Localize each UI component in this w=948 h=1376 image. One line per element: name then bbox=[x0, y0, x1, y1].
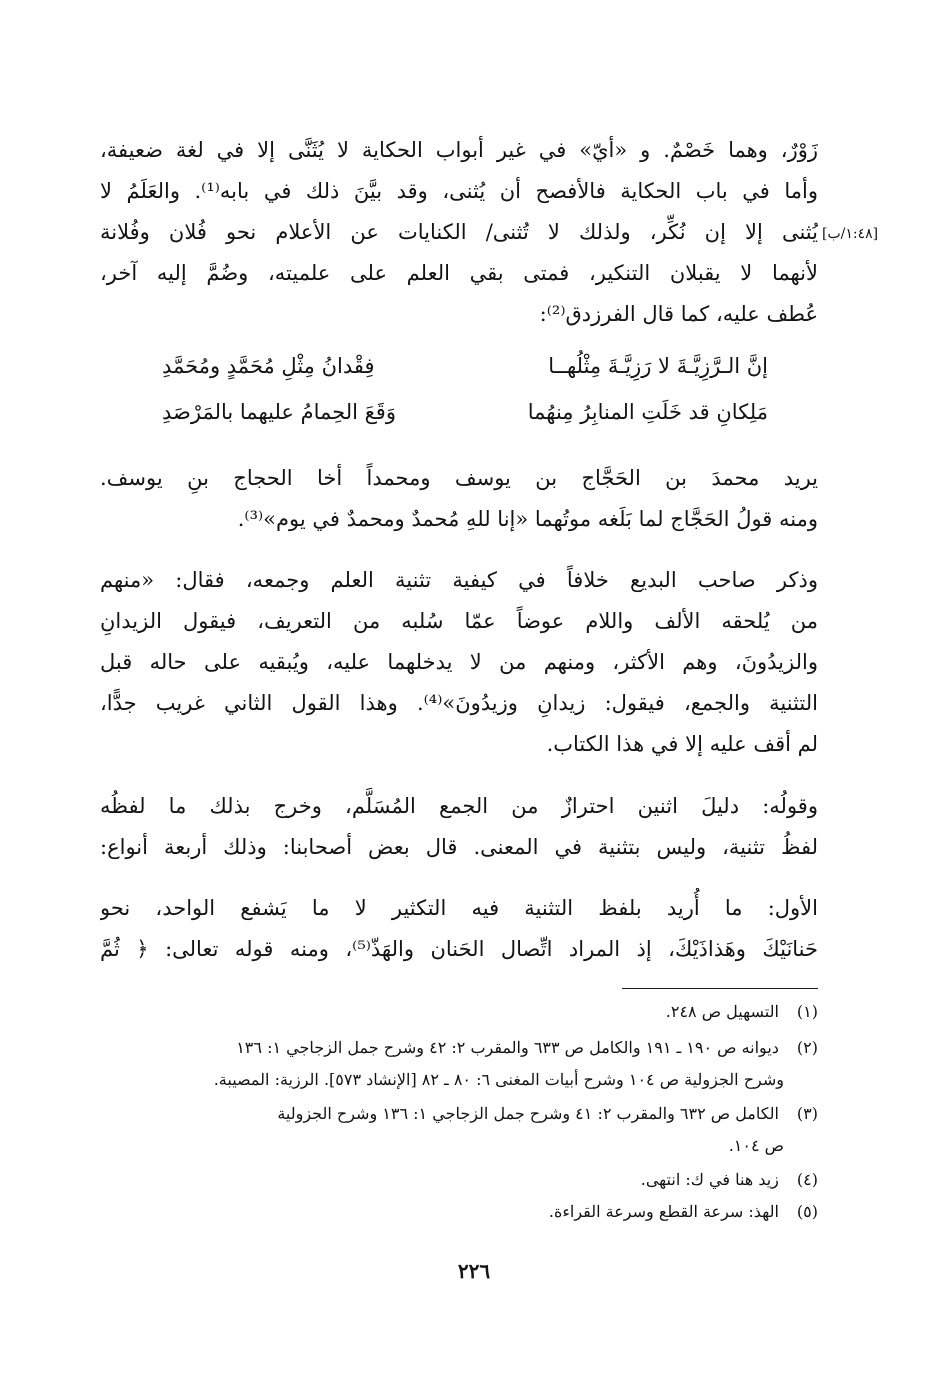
footnote-number: (٢) bbox=[796, 1038, 818, 1057]
body-line: عُطف عليه، كما قال الفرزدق⁽²⁾: bbox=[539, 302, 818, 326]
body-line: لأنهما لا يقبلان التنكير، فمتى بقي العلم على علميته، وضُمَّ إليه آخر، bbox=[100, 261, 818, 285]
footnote-number: (١) bbox=[796, 1002, 818, 1021]
footnote-text: التسهيل ص ٢٤٨. bbox=[665, 1002, 779, 1021]
footnote-text: ص ١٠٤. bbox=[728, 1136, 784, 1155]
body-line: زَوْرٌ، وهما خَصْمٌ. و «أيّ» في غير أبواب الحكاية لا يُثَنَّى إلا في لغة ضعيفة، bbox=[100, 138, 818, 162]
footnote-text: الكامل ص ٦٣٢ والمقرب ٢: ٤١ وشرح جمل الزجاجي ١: ١٣٦ وشرح الجزولية bbox=[277, 1104, 779, 1123]
footnote-3-continued bbox=[100, 1132, 818, 1160]
body-line: لم أقف عليه إلا في هذا الكتاب. bbox=[546, 732, 818, 756]
footnote-5 bbox=[100, 1198, 818, 1226]
verse-hemistich-left: فِقْدانُ مِثْلِ مُحَمَّدٍ ومُحَمَّدِ bbox=[162, 354, 375, 378]
footnote-2 bbox=[100, 1034, 818, 1062]
footnote-text: زيد هنا في ك: انتهى. bbox=[640, 1170, 779, 1189]
footnote-text: وشرح الجزولية ص ١٠٤ وشرح أبيات المغنى ٦: ٨٠ ـ ٨٢ [الإنشاد ٥٧٣]. الرزية: المصيبة. bbox=[213, 1070, 784, 1089]
verse-hemistich-right: إنَّ الـرَّزِيَّـةَ لا رَزِيَّـةَ مِثْلُهــا bbox=[548, 354, 768, 378]
footnote-text: ديوانه ص ١٩٠ ـ ١٩١ والكامل ص ٦٣٣ والمقرب ٢: ٤٢ وشرح جمل الزجاجي ١: ١٣٦ bbox=[236, 1038, 779, 1057]
body-line: حَنانَيْكَ وهَذاذَيْكَ، إذ المراد اتِّصال الحَنان والهَذّ⁽⁵⁾، ومنه قوله تعالى: ﴿ ثُمَّ bbox=[100, 937, 818, 961]
body-line: من يُلحقه الألف واللام عوضاً عمّا سُلبه من التعريف، فيقول الزيدانِ bbox=[100, 609, 818, 633]
body-line: ومنه قولُ الحَجَّاج لما بَلَغه موتُهما «إنا للهِ مُحمدٌ ومحمدٌ في يوم»⁽³⁾. bbox=[237, 507, 818, 531]
footnote-number: (٥) bbox=[796, 1202, 818, 1221]
body-line: الأول: ما أُريد بلفظ التثنية فيه التكثير لا ما يَشفع الواحد، نحو bbox=[100, 896, 818, 920]
body-line: وقولُه: دليلَ اثنين احترازٌ من الجمع المُسَلَّم، وخرج بذلك ما لفظُه bbox=[100, 794, 818, 818]
body-line: التثنية والجمع، فيقول: زيدانِ وزيدُونَ»⁽⁴⁾. وهذا القول الثاني غريب جدًّا، bbox=[100, 691, 818, 715]
footnote-4 bbox=[100, 1166, 818, 1194]
body-line: والزيدُونَ، وهم الأكثر، ومنهم من لا يدخلهما عليه، ويُبقيه على حاله قبل bbox=[100, 650, 818, 674]
footnote-1 bbox=[100, 998, 818, 1026]
body-line: يريد محمدَ بن الحَجَّاج بن يوسف ومحمداً أخا الحجاج بنِ يوسف. bbox=[100, 466, 818, 490]
body-line: وأما في باب الحكاية فالأفصح أن يُثنى، وقد بيَّنَ ذلك في بابه⁽¹⁾. والعَلَمُ لا bbox=[100, 179, 818, 203]
verse-hemistich-right: مَلِكانِ قد خَلَتِ المنابِرُ مِنهُما bbox=[527, 400, 768, 424]
footnote-3 bbox=[100, 1100, 818, 1128]
body-line: لفظُ تثنية، وليس بتثنية في المعنى. قال بعض أصحابنا: وذلك أربعة أنواع: bbox=[100, 835, 818, 859]
body-line: يُثنى إلا إن نُكِّر، ولذلك لا تُثنى/ الكنايات عن الأعلام نحو فُلان وفُلانة bbox=[100, 220, 818, 244]
footnote-number: (٤) bbox=[796, 1170, 818, 1189]
footnote-number: (٣) bbox=[796, 1104, 818, 1123]
verse-hemistich-left: وَقَعَ الحِمامُ عليهما بالمَرْصَدِ bbox=[162, 400, 396, 424]
footnote-text: الهذ: سرعة القطع وسرعة القراءة. bbox=[548, 1202, 779, 1221]
margin-folio-note: [١:٤٨/ب] bbox=[822, 226, 879, 242]
footnote-2-continued bbox=[100, 1066, 818, 1094]
footnote-divider bbox=[622, 988, 818, 989]
body-line: وذكر صاحب البديع خلافاً في كيفية تثنية العلم وجمعه، فقال: «منهم bbox=[100, 568, 818, 592]
page-number: ٢٢٦ bbox=[457, 1259, 491, 1283]
